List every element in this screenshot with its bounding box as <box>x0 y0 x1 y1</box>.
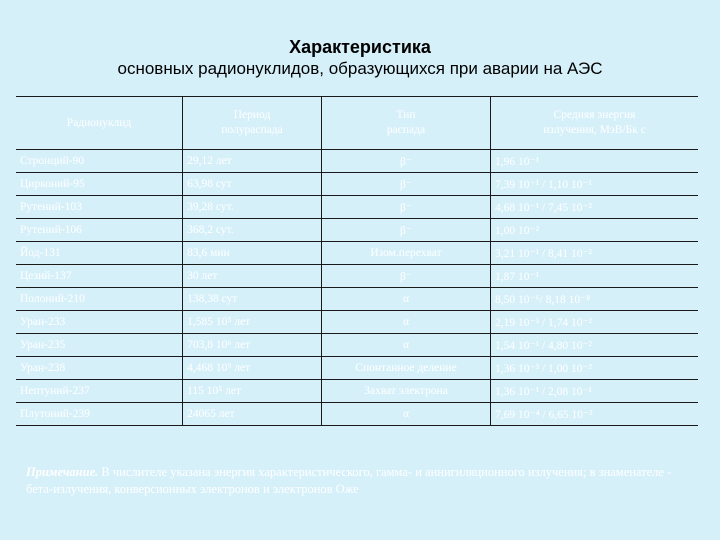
header-radionuclide: Радионуклид <box>16 97 183 150</box>
cell-energy: 8,50 10⁻⁶/ 8,18 10⁻⁸ <box>491 288 699 311</box>
cell-decay-type: β⁻ <box>321 173 490 196</box>
cell-half-life: 703,8 10⁶ лет <box>183 334 322 357</box>
cell-radionuclide: Цезий-137 <box>16 265 183 288</box>
table-row <box>16 334 698 357</box>
cell-radionuclide: Цирконий-95 <box>16 173 183 196</box>
cell-energy: 3,21 10⁻¹ / 8,41 10⁻² <box>491 242 699 265</box>
radionuclide-table <box>16 96 698 426</box>
table-row <box>16 196 698 219</box>
table-row <box>16 173 698 196</box>
table-row <box>16 242 698 265</box>
cell-decay-type: α <box>321 288 490 311</box>
table-row <box>16 150 698 173</box>
table-row <box>16 380 698 403</box>
cell-half-life: 115 10⁵ лет <box>183 380 322 403</box>
cell-radionuclide: Уран-238 <box>16 357 183 380</box>
footnote-label: Примечание. <box>26 465 99 479</box>
table-row <box>16 288 698 311</box>
cell-half-life: 1,585 10⁵ лет <box>183 311 322 334</box>
cell-energy: 4,68 10⁻¹ / 7,45 10⁻² <box>491 196 699 219</box>
table-row <box>16 357 698 380</box>
cell-radionuclide: Уран-235 <box>16 334 183 357</box>
cell-energy: 1,87 10⁻¹ <box>491 265 699 288</box>
table-row <box>16 265 698 288</box>
cell-radionuclide: Нептуний-237 <box>16 380 183 403</box>
cell-radionuclide: Йод-131 <box>16 242 183 265</box>
cell-decay-type: Захват электрона <box>321 380 490 403</box>
table-row <box>16 403 698 426</box>
cell-half-life: 138,38 сут <box>183 288 322 311</box>
cell-energy: 1,54 10⁻¹ / 4,80 10⁻² <box>491 334 699 357</box>
cell-decay-type: α <box>321 403 490 426</box>
cell-energy: 1,36 10⁻¹ / 2,08 10⁻¹ <box>491 380 699 403</box>
cell-decay-type: Изом.перехват <box>321 242 490 265</box>
table-row <box>16 311 698 334</box>
cell-half-life: 29,12 лет <box>183 150 322 173</box>
footnote-text: В числителе указана энергия характеристического, гамма- и аннигиляционного излучения; в знаменателе - бета-излучения, конверсионных электронов и электронов Оже <box>26 465 672 496</box>
cell-energy: 7,39 10⁻¹ / 1,10 10⁻¹ <box>491 173 699 196</box>
cell-energy: 7,69 10⁻⁴ / 6,65 10⁻³ <box>491 403 699 426</box>
cell-half-life: 368,2 сут. <box>183 219 322 242</box>
cell-decay-type: Спонтанное деление <box>321 357 490 380</box>
cell-radionuclide: Рутений-106 <box>16 219 183 242</box>
cell-radionuclide: Плутоний-239 <box>16 403 183 426</box>
page-title: Характеристика <box>289 37 431 57</box>
footnote <box>26 464 686 498</box>
cell-half-life: 30 лет <box>183 265 322 288</box>
header-energy: Средняя энергия излучения, МэВ/Бк с <box>491 97 699 150</box>
title-block <box>0 36 720 80</box>
table-row <box>16 219 698 242</box>
cell-radionuclide: Рутений-103 <box>16 196 183 219</box>
page-subtitle: основных радионуклидов, образующихся при аварии на АЭС <box>117 59 603 78</box>
cell-energy: 2,19 10⁻³ / 1,74 10⁻² <box>491 311 699 334</box>
cell-half-life: 83,6 мин <box>183 242 322 265</box>
cell-decay-type: α <box>321 334 490 357</box>
table-header-row <box>16 97 698 150</box>
cell-radionuclide: Полоний-210 <box>16 288 183 311</box>
cell-decay-type: β⁻ <box>321 150 490 173</box>
cell-half-life: 4,468 10⁹ лет <box>183 357 322 380</box>
cell-decay-type: β⁻ <box>321 219 490 242</box>
cell-energy: 1,36 10⁻³ / 1,00 10⁻² <box>491 357 699 380</box>
cell-decay-type: β⁻ <box>321 196 490 219</box>
cell-radionuclide: Стронций-90 <box>16 150 183 173</box>
cell-energy: 1,96 10⁻¹ <box>491 150 699 173</box>
cell-half-life: 63,98 сут <box>183 173 322 196</box>
cell-half-life: 39,28 сут. <box>183 196 322 219</box>
cell-decay-type: α <box>321 311 490 334</box>
cell-decay-type: β⁻ <box>321 265 490 288</box>
cell-radionuclide: Уран-233 <box>16 311 183 334</box>
cell-energy: 1,00 10⁻² <box>491 219 699 242</box>
header-half-life: Период полураспада <box>183 97 322 150</box>
cell-half-life: 24065 лет <box>183 403 322 426</box>
header-decay-type: Тип распада <box>321 97 490 150</box>
